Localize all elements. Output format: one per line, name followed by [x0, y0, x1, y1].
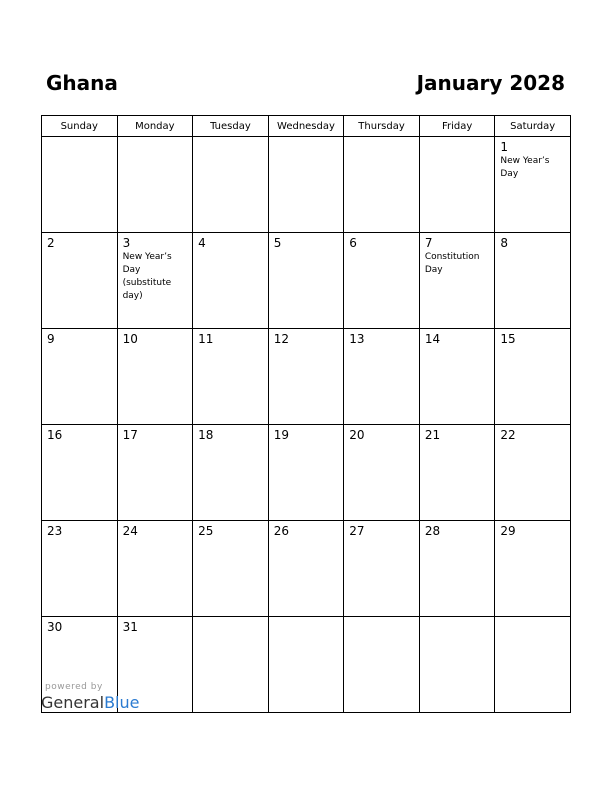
week-row: [42, 137, 571, 233]
day-cell: [268, 617, 344, 713]
day-cell: [193, 233, 269, 329]
country-title: Ghana: [46, 71, 118, 95]
day-number: 12: [273, 332, 289, 346]
week-row: [42, 521, 571, 617]
week-row: [42, 329, 571, 425]
day-cell: [117, 521, 193, 617]
day-number: 28: [424, 524, 441, 538]
day-cell: [193, 425, 269, 521]
day-cell: [42, 137, 118, 233]
day-number: 31: [122, 620, 138, 634]
day-number: 27: [349, 524, 365, 538]
holiday-label: Constitution Day: [424, 252, 480, 275]
day-number: 20: [349, 428, 365, 442]
weekday-header: Friday: [419, 116, 495, 137]
day-cell: [344, 521, 420, 617]
day-number: 25: [198, 524, 214, 538]
day-cell: [268, 137, 344, 233]
brand-name-accent: Blue: [104, 693, 140, 712]
holiday-label: New Year’s Day (substitute day): [122, 252, 172, 301]
day-cell: [344, 329, 420, 425]
week-row: [42, 233, 571, 329]
powered-by-label: powered by: [45, 682, 103, 692]
day-number: 29: [500, 524, 516, 538]
day-cell: [193, 521, 269, 617]
day-number: 14: [424, 332, 441, 346]
day-cell: [344, 137, 420, 233]
month-title: January 2028: [416, 71, 565, 95]
week-row: [42, 425, 571, 521]
day-cell: [117, 329, 193, 425]
day-cell: [419, 425, 495, 521]
day-cell: [495, 617, 571, 713]
day-number: 3: [122, 236, 131, 250]
day-number: 18: [198, 428, 214, 442]
day-number: 5: [273, 236, 282, 250]
day-number: 15: [500, 332, 516, 346]
generalblue-logo[interactable]: [41, 693, 139, 712]
day-cell: [268, 425, 344, 521]
day-cell: [344, 233, 420, 329]
weekday-header: Tuesday: [193, 116, 269, 137]
weekday-header: Sunday: [42, 116, 118, 137]
day-number: 8: [500, 236, 509, 250]
day-cell: [419, 617, 495, 713]
day-cell: [419, 233, 495, 329]
day-number: 26: [273, 524, 289, 538]
day-number: 2: [47, 236, 55, 250]
day-number: 24: [122, 524, 138, 538]
day-number: 10: [122, 332, 138, 346]
day-cell: [419, 329, 495, 425]
day-cell: [495, 329, 571, 425]
day-cell: [344, 425, 420, 521]
weekday-header: Wednesday: [268, 116, 344, 137]
weekday-header: Monday: [117, 116, 193, 137]
day-cell: [42, 425, 118, 521]
day-cell: [193, 137, 269, 233]
day-number: 21: [424, 428, 441, 442]
day-number: 22: [500, 428, 516, 442]
brand-name-part: General: [41, 693, 105, 712]
day-cell: [344, 617, 420, 713]
day-number: 11: [198, 332, 214, 346]
weekday-header-row: [42, 116, 571, 137]
day-cell: [268, 329, 344, 425]
day-cell: [268, 233, 344, 329]
calendar-grid: [41, 115, 571, 713]
day-cell: [117, 233, 193, 329]
day-number: 7: [424, 236, 433, 250]
day-cell: [42, 521, 118, 617]
day-cell: [495, 521, 571, 617]
day-cell: [495, 425, 571, 521]
day-number: 30: [47, 620, 63, 634]
day-cell: [419, 137, 495, 233]
day-number: 17: [122, 428, 138, 442]
day-cell: [42, 329, 118, 425]
day-cell: [42, 233, 118, 329]
day-cell: [117, 137, 193, 233]
day-number: 16: [47, 428, 63, 442]
day-cell: [495, 137, 571, 233]
day-number: 6: [349, 236, 357, 250]
day-number: 23: [47, 524, 63, 538]
day-cell: [193, 329, 269, 425]
day-number: 4: [198, 236, 206, 250]
day-number: 13: [349, 332, 365, 346]
day-cell: [495, 233, 571, 329]
day-cell: [419, 521, 495, 617]
day-cell: [117, 425, 193, 521]
day-number: 1: [500, 140, 509, 154]
holiday-label: New Year’s Day: [500, 156, 550, 179]
day-number: 9: [47, 332, 55, 346]
weekday-header: Thursday: [344, 116, 420, 137]
weekday-header: Saturday: [495, 116, 571, 137]
day-cell: [193, 617, 269, 713]
day-number: 19: [273, 428, 289, 442]
day-cell: [268, 521, 344, 617]
